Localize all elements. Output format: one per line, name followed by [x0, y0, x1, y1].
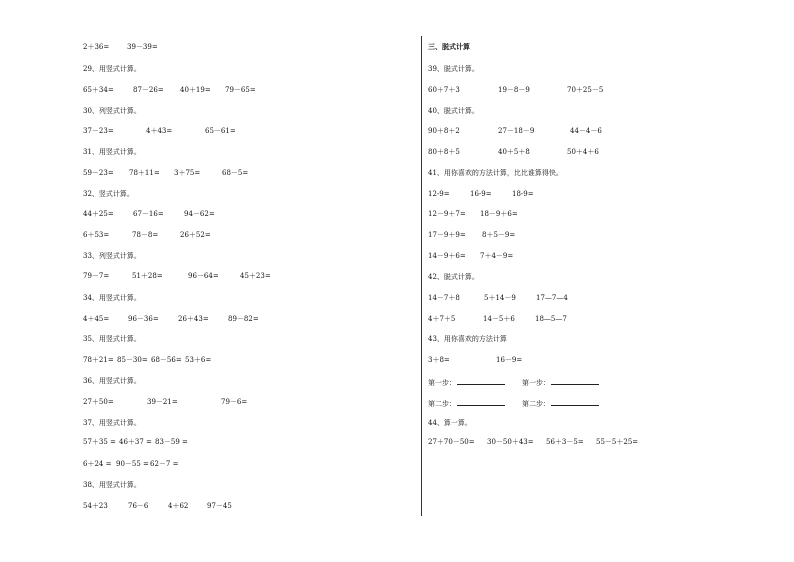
answer-blank[interactable] [551, 377, 599, 385]
problem: 90＋8＋2 [428, 127, 460, 135]
question-34-heading: 34、用竖式计算。 [83, 294, 141, 302]
problem: 14－9＋6= [428, 252, 466, 260]
section-heading: 三、脱式计算 [428, 43, 470, 51]
problem: 65－61= [205, 127, 236, 135]
problem: 53＋6= [185, 356, 212, 364]
problem: 46＋37 = [119, 438, 152, 446]
problem: 14－5＋6 [483, 315, 515, 323]
problem: 27－18－9 [498, 127, 535, 135]
problem: 30－50＋43= [487, 438, 534, 446]
problem: 18－9＋6= [480, 210, 518, 218]
question-37-heading: 37、用竖式计算。 [83, 419, 141, 427]
question-30-heading: 30、列竖式计算。 [83, 107, 141, 115]
problem: 27＋70－50= [428, 438, 475, 446]
problem: 17－9＋9= [428, 231, 466, 239]
problem: 79－6= [221, 398, 248, 406]
problem: 55－5＋25= [596, 438, 639, 446]
problem: 94－62= [184, 210, 215, 218]
answer-blank[interactable] [551, 398, 599, 406]
step-label: 第二步： [428, 398, 505, 409]
question-38-heading: 38、用竖式计算。 [83, 481, 141, 489]
column-divider [421, 36, 422, 516]
problem: 78＋11= [129, 169, 160, 177]
step-label: 第二步： [522, 398, 599, 409]
problem: 51＋28= [132, 272, 163, 280]
problem: 67－16= [133, 210, 164, 218]
problem: 80＋8＋5 [428, 148, 460, 156]
problem: 16－9= [496, 356, 523, 364]
problem: 60＋7＋3 [428, 86, 460, 94]
question-31-heading: 31、用竖式计算。 [83, 148, 141, 156]
problem: 96－64= [188, 272, 219, 280]
problem: 45＋23= [240, 272, 271, 280]
problem: 6＋24 = [83, 460, 112, 468]
problem: 2＋36= [83, 43, 110, 51]
problem: 3＋8= [428, 356, 450, 364]
problem: 16-9= [470, 190, 492, 198]
problem: 97－45 [207, 502, 232, 510]
problem: 78－8= [132, 231, 159, 239]
problem: 90－55 = [116, 460, 149, 468]
problem: 26＋43= [178, 315, 209, 323]
problem: 12-9= [428, 190, 450, 198]
problem: 85－30= [117, 356, 148, 364]
problem: 40＋19= [180, 86, 211, 94]
problem: 70＋25－5 [567, 86, 604, 94]
problem: 4＋62 [168, 502, 189, 510]
problem: 96－36= [128, 315, 159, 323]
question-40-heading: 40、脱式计算。 [428, 107, 479, 115]
step-label: 第一步： [428, 377, 505, 388]
problem: 68－5= [222, 169, 249, 177]
problem: 5＋14－9 [484, 294, 516, 302]
problem: 83－59 = [155, 438, 188, 446]
question-36-heading: 36、用竖式计算。 [83, 377, 141, 385]
problem: 68－56= [151, 356, 182, 364]
question-41-heading: 41、用你喜欢的方法计算，比比谁算得快。 [428, 169, 563, 177]
problem: 62－7 = [150, 460, 179, 468]
problem: 50＋4＋6 [567, 148, 599, 156]
step-label: 第一步： [522, 377, 599, 388]
problem: 6＋53= [83, 231, 110, 239]
problem: 59－23= [83, 169, 114, 177]
problem: 76－6 [128, 502, 149, 510]
problem: 19－8－9 [498, 86, 530, 94]
problem: 27＋50= [83, 398, 114, 406]
problem: 7＋4－9= [480, 252, 514, 260]
problem: 44－4－6 [570, 127, 602, 135]
problem: 78＋21= [83, 356, 114, 364]
problem: 87－26= [133, 86, 164, 94]
problem: 65＋34= [83, 86, 114, 94]
problem: 37－23= [83, 127, 114, 135]
question-35-heading: 35、用竖式计算。 [83, 335, 141, 343]
question-33-heading: 33、列竖式计算。 [83, 252, 141, 260]
problem: 4＋45= [83, 315, 110, 323]
problem: 14－7＋8 [428, 294, 460, 302]
problem: 79－7= [83, 272, 110, 280]
problem: 54＋23 [83, 502, 108, 510]
problem: 4＋43= [146, 127, 173, 135]
problem: 39－21= [147, 398, 178, 406]
problem: 12－9＋7= [428, 210, 466, 218]
problem: 44＋25= [83, 210, 114, 218]
problem: 40＋5＋8 [498, 148, 530, 156]
question-32-heading: 32、竖式计算。 [83, 190, 134, 198]
answer-blank[interactable] [457, 398, 505, 406]
question-44-heading: 44、算一算。 [428, 419, 472, 427]
problem: 26＋52= [180, 231, 211, 239]
problem: 18-9= [512, 190, 534, 198]
problem: 3＋75= [174, 169, 201, 177]
problem: 79－65= [225, 86, 256, 94]
problem: 56＋3－5= [546, 438, 584, 446]
question-43-heading: 43、用你喜欢的方法计算 [428, 335, 507, 343]
problem: 18—5—7 [535, 315, 567, 323]
problem: 89－82= [228, 315, 259, 323]
question-42-heading: 42、脱式计算。 [428, 273, 479, 281]
problem: 8＋5－9= [482, 231, 516, 239]
problem: 57＋35 = [83, 438, 116, 446]
problem: 17—7—4 [536, 294, 568, 302]
answer-blank[interactable] [457, 377, 505, 385]
problem: 39－39= [127, 43, 158, 51]
problem: 4＋7＋5 [428, 315, 456, 323]
question-39-heading: 39、脱式计算。 [428, 65, 479, 73]
question-29-heading: 29、用竖式计算。 [83, 65, 141, 73]
